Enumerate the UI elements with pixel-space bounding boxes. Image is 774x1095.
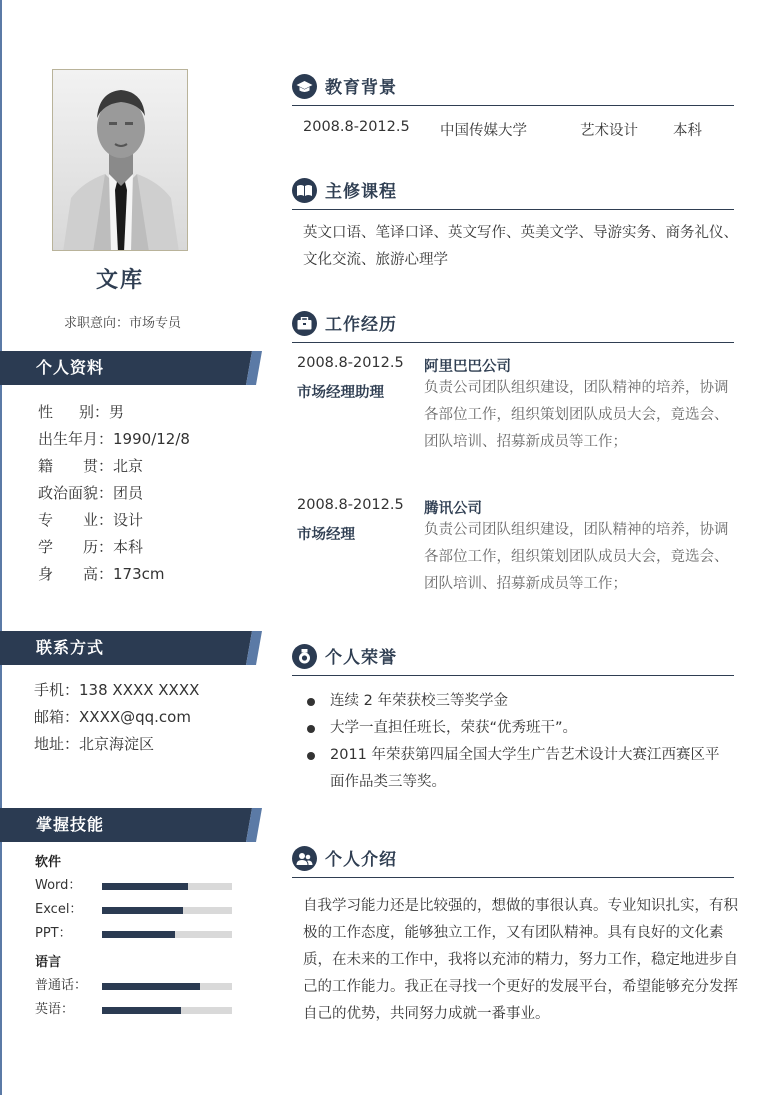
info-row-height: [38, 561, 190, 588]
skill-bar-track: [102, 883, 232, 890]
info-row-gender: [38, 399, 190, 426]
job-description: 负责公司团队组织建设，团队精神的培养，协调各部位工作，组织策划团队成员大会，竟选会、团队培训、招募新成员等工作；: [424, 522, 729, 592]
info-colon: ：: [98, 565, 114, 583]
personal-info-list: [38, 399, 190, 588]
info-key: 专业: [38, 511, 98, 529]
contact-email: [34, 704, 199, 731]
info-value: 173cm: [113, 565, 165, 583]
section-honors: [292, 640, 734, 676]
section-education: [292, 70, 734, 106]
section-title-skills: 掌握技能: [36, 815, 105, 834]
info-key: 籍贯: [38, 457, 98, 475]
section-title-intro: 个人介绍: [325, 850, 397, 870]
section-work: [292, 307, 734, 343]
info-row-political: [38, 480, 190, 507]
info-colon: ：: [98, 511, 114, 529]
people-icon: [292, 846, 317, 871]
contact-value: 138 XXXX XXXX: [79, 681, 200, 699]
info-value: 北京: [113, 457, 144, 475]
candidate-name: 文库: [95, 268, 144, 293]
info-value: 团员: [113, 484, 144, 502]
info-colon: ：: [94, 403, 110, 421]
section-title-honors: 个人荣誉: [325, 648, 397, 668]
medal-icon: [292, 644, 317, 669]
section-header-contact: [0, 631, 262, 665]
education-school: 中国传媒大学: [440, 123, 527, 139]
skill-label: PPT：: [35, 926, 72, 941]
info-key: 性别: [38, 403, 94, 421]
profile-photo: [52, 69, 188, 251]
info-row-birth: [38, 426, 190, 453]
contact-label: 手机：: [34, 681, 80, 699]
job-intent-value: 市场专员: [129, 316, 182, 331]
skill-label: 英语：: [35, 1002, 75, 1017]
honor-item: [307, 742, 737, 796]
contact-value: XXXX@qq.com: [79, 708, 191, 726]
info-value: 男: [109, 403, 125, 421]
honor-item: [307, 715, 737, 742]
job-company: 阿里巴巴公司: [424, 359, 511, 375]
education-period: 2008.8-2012.5: [303, 119, 410, 135]
info-row-major: [38, 507, 190, 534]
skill-bar-fill: [102, 931, 175, 938]
section-header-personal: [0, 351, 262, 385]
open-book-icon: [292, 178, 317, 203]
education-major: 艺术设计: [580, 123, 638, 139]
skill-bar-fill: [102, 983, 200, 990]
job-position: 市场经理: [297, 527, 355, 543]
honor-text: 大学一直担任班长，荣获“优秀班干”。: [330, 720, 578, 736]
intro-text: 自我学习能力还是比较强的，想做的事很认真。专业知识扎实，有积极的工作态度，能够独立工作，又有团队精神。具有良好的文化素质，在未来的工作中，我将以充沛的精力，努力工作，稳定地进步自己的工作能力。我正在寻找一个更好的发展平台，希望能够充分发挥自己的优势，共同努力成就一番事业。: [303, 898, 738, 1022]
contact-value: 北京海淀区: [79, 735, 155, 753]
briefcase-icon: [292, 311, 317, 336]
job-period: 2008.8-2012.5: [297, 355, 404, 371]
info-key: 学历: [38, 538, 98, 556]
job-description: 负责公司团队组织建设，团队精神的培养，协调各部位工作，组织策划团队成员大会，竟选会、团队培训、招募新成员等工作；: [424, 380, 729, 450]
job-intent-label: 求职意向：: [63, 316, 129, 331]
contact-label: 地址：: [34, 735, 80, 753]
section-head: [292, 174, 734, 210]
info-colon: ：: [98, 484, 114, 502]
bullet-icon: [307, 725, 315, 733]
skill-row-ppt: [35, 922, 245, 946]
section-head: [292, 307, 734, 343]
skill-row-word: [35, 874, 245, 898]
skill-bar-fill: [102, 907, 183, 914]
info-value: 本科: [113, 538, 144, 556]
bullet-icon: [307, 698, 315, 706]
honor-text: 2011 年荣获第四届全国大学生广告艺术设计大赛江西赛区平 面作品类三等奖。: [330, 747, 720, 790]
section-head: [292, 640, 734, 676]
info-key: 政治面貌: [38, 484, 99, 502]
skill-group-software: 软件: [35, 855, 62, 870]
info-value: 设计: [113, 511, 144, 529]
contact-list: [34, 677, 199, 758]
skill-group-language: 语言: [35, 955, 62, 970]
skill-label: Word：: [35, 878, 82, 893]
job-position: 市场经理助理: [297, 385, 384, 401]
skill-bar-track: [102, 907, 232, 914]
job-period: 2008.8-2012.5: [297, 497, 404, 513]
info-key: 出生年月: [38, 430, 99, 448]
courses-text: 英文口语、笔译口译、英文写作、英美文学、导游实务、商务礼仪、文化交流、旅游心理学: [303, 225, 738, 268]
section-title-personal: 个人资料: [36, 358, 105, 377]
section-courses: [292, 174, 734, 210]
section-head: [292, 70, 734, 106]
skills-panel: [35, 852, 245, 1022]
skill-row-excel: [35, 898, 245, 922]
section-title-contact: 联系方式: [36, 638, 105, 657]
info-colon: ：: [98, 457, 114, 475]
honors-list: [307, 688, 737, 796]
section-head: [292, 842, 734, 878]
skill-label: Excel：: [35, 902, 83, 917]
info-row-origin: [38, 453, 190, 480]
skill-bar-track: [102, 983, 232, 990]
info-key: 身高: [38, 565, 98, 583]
skill-row-mandarin: [35, 974, 245, 998]
contact-phone: [34, 677, 199, 704]
honor-text: 连续 2 年荣获校三等奖学金: [330, 693, 508, 709]
bullet-icon: [307, 752, 315, 760]
contact-label: 邮箱：: [34, 708, 80, 726]
skill-bar-track: [102, 1007, 232, 1014]
skill-bar-track: [102, 931, 232, 938]
section-title-courses: 主修课程: [325, 182, 397, 202]
skill-label: 普通话：: [35, 978, 88, 993]
info-row-degree: [38, 534, 190, 561]
section-intro: [292, 842, 734, 878]
education-degree: 本科: [673, 123, 702, 139]
info-colon: ：: [98, 538, 114, 556]
section-header-skills: [0, 808, 262, 842]
skill-bar-fill: [102, 1007, 181, 1014]
honor-item: [307, 688, 737, 715]
section-title-education: 教育背景: [325, 78, 397, 98]
job-company: 腾讯公司: [424, 501, 482, 517]
graduation-cap-icon: [292, 74, 317, 99]
info-value: 1990/12/8: [113, 430, 190, 448]
info-colon: ：: [98, 430, 114, 448]
skill-row-english: [35, 998, 245, 1022]
job-intent: [0, 312, 245, 331]
section-title-work: 工作经历: [325, 315, 397, 335]
contact-address: [34, 731, 199, 758]
skill-bar-fill: [102, 883, 188, 890]
